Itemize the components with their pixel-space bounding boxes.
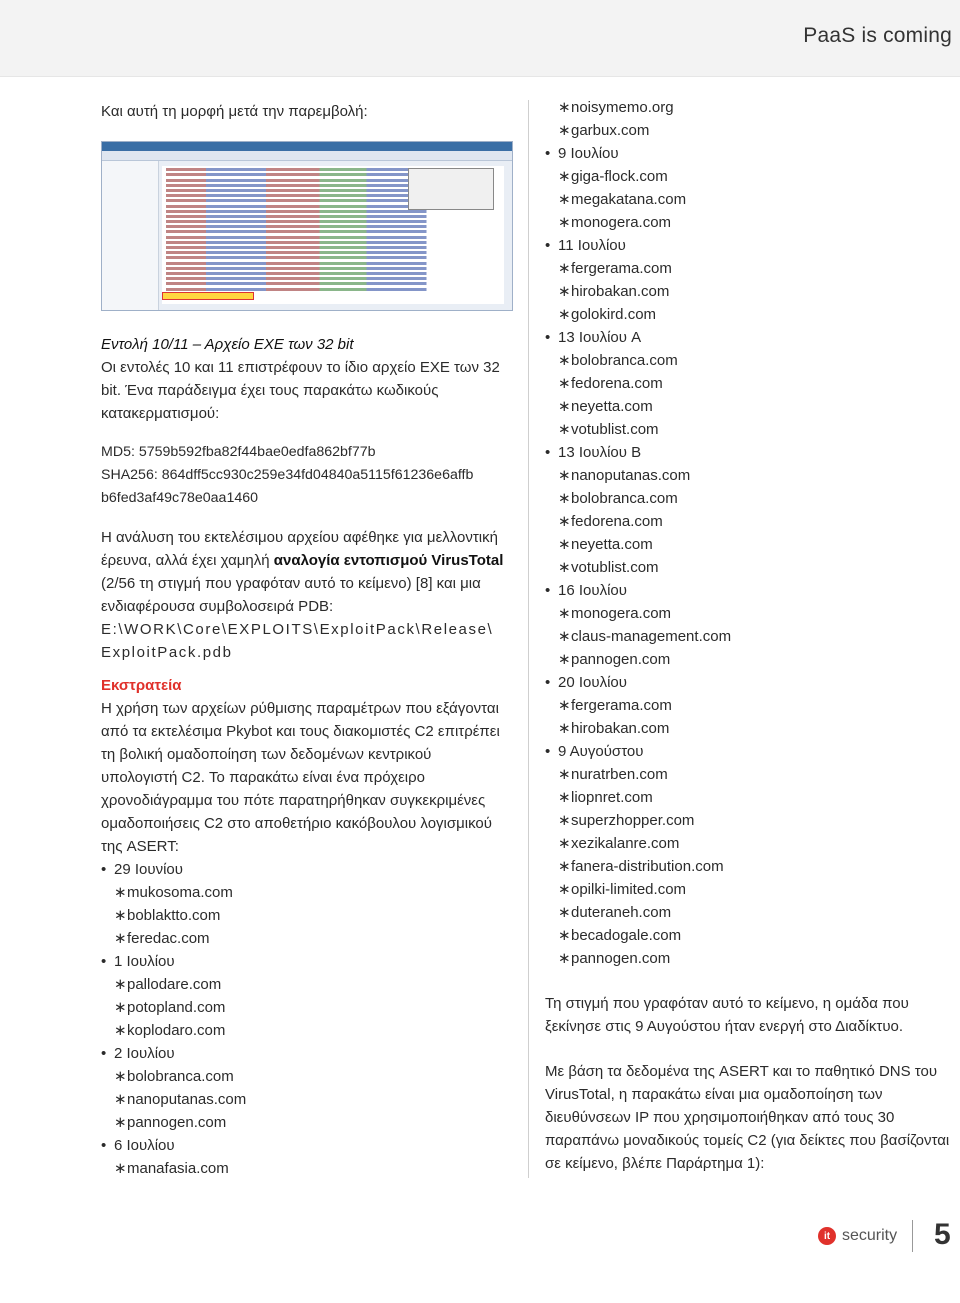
right-column <box>545 96 955 1175</box>
bullet-marker: • <box>545 674 551 691</box>
domain-item <box>558 648 955 671</box>
header-band <box>0 0 960 77</box>
cmd-text: Οι εντολές 10 και 11 επιστρέφουν το ίδιο αρχείο EXE των 32 bit. Ένα παράδειγμα έχει τους παρακάτω κωδικούς κατακερματισμού: <box>101 359 500 422</box>
analysis-part-b: (2/56 τη στιγμή που γραφόταν αυτό το κείμενο) [8] και μια ενδιαφέρουσα συμβολοσειρά PDB: <box>101 575 481 615</box>
timeline-date: 13 Ιουλίου A <box>558 329 642 346</box>
domain-name: fergerama.com <box>571 697 672 714</box>
domain-item <box>114 1111 511 1134</box>
domain-name: hirobakan.com <box>571 720 670 737</box>
domain-item <box>558 165 955 188</box>
domain-name: nuratrben.com <box>571 766 668 783</box>
domain-item <box>558 717 955 740</box>
star-marker: ∗ <box>558 881 571 898</box>
domain-name: golokird.com <box>571 306 657 323</box>
domain-list <box>545 165 955 234</box>
star-marker: ∗ <box>558 99 571 116</box>
domain-name: nanoputanas.com <box>127 1091 247 1108</box>
bullet-marker: • <box>101 1137 107 1154</box>
domain-item <box>558 96 955 119</box>
status-paragraph: Τη στιγμή που γραφόταν αυτό το κείμενο, η ομάδα που ξεκίνησε στις 9 Αυγούστου ήταν ενεργή στο Διαδίκτυο. <box>545 995 909 1035</box>
star-marker: ∗ <box>558 375 571 392</box>
timeline-entry <box>545 441 955 579</box>
figure-titlebar <box>102 142 512 151</box>
timeline-entry <box>101 1042 511 1134</box>
bullet-marker: • <box>545 444 551 461</box>
domain-item <box>558 602 955 625</box>
star-marker: ∗ <box>114 976 127 993</box>
domain-name: noisymemo.org <box>571 99 674 116</box>
star-marker: ∗ <box>558 766 571 783</box>
star-marker: ∗ <box>558 214 571 231</box>
bullet-marker: • <box>545 145 551 162</box>
star-marker: ∗ <box>558 398 571 415</box>
star-marker: ∗ <box>558 628 571 645</box>
star-marker: ∗ <box>558 858 571 875</box>
analysis-bold: αναλογία εντοπισμού VirusTotal <box>273 552 504 569</box>
star-marker: ∗ <box>558 467 571 484</box>
domain-item <box>558 487 955 510</box>
star-marker: ∗ <box>558 697 571 714</box>
star-marker: ∗ <box>114 999 127 1016</box>
domain-item <box>558 924 955 947</box>
domain-item <box>114 904 511 927</box>
domain-list <box>101 1065 511 1134</box>
page-header-title: PaaS is coming <box>803 24 952 47</box>
bullet-marker: • <box>101 861 107 878</box>
star-marker: ∗ <box>558 559 571 576</box>
star-marker: ∗ <box>558 191 571 208</box>
domain-name: bolobranca.com <box>127 1068 234 1085</box>
star-marker: ∗ <box>114 1160 127 1177</box>
sha256-hash: SHA256: 864dff5cc930c259e34fd04840a5115f61236e6affb b6fed3af49c78e0aa1460 <box>101 467 474 506</box>
star-marker: ∗ <box>558 950 571 967</box>
domain-item <box>558 257 955 280</box>
star-marker: ∗ <box>114 1114 127 1131</box>
md5-hash: MD5: 5759b592fba82f44bae0edfa862bf77b <box>101 444 376 460</box>
timeline-date: 16 Ιουλίου <box>558 582 627 599</box>
domain-name: pannogen.com <box>571 651 671 668</box>
domain-list <box>545 694 955 740</box>
timeline-entry <box>545 234 955 326</box>
domain-name: claus-management.com <box>571 628 732 645</box>
domain-list <box>545 763 955 970</box>
timeline-date: 9 Αυγούστου <box>558 743 644 760</box>
it-security-logo <box>818 1227 897 1245</box>
screenshot-figure <box>101 141 513 311</box>
timeline-date: 20 Ιουλίου <box>558 674 627 691</box>
domain-item <box>558 855 955 878</box>
star-marker: ∗ <box>558 651 571 668</box>
timeline-date: 13 Ιουλίου B <box>558 444 642 461</box>
domain-item <box>558 901 955 924</box>
footer-separator <box>912 1220 913 1252</box>
star-marker: ∗ <box>558 260 571 277</box>
domain-name: megakatana.com <box>571 191 687 208</box>
domain-name: fedorena.com <box>571 375 663 392</box>
domain-item <box>558 188 955 211</box>
star-marker: ∗ <box>558 835 571 852</box>
timeline-date: 29 Ιουνίου <box>114 861 183 878</box>
domain-name: hirobakan.com <box>571 283 670 300</box>
timeline-date: 1 Ιουλίου <box>114 953 175 970</box>
domain-item <box>558 119 955 142</box>
timeline-entry <box>545 142 955 234</box>
domain-item <box>558 625 955 648</box>
domain-name: koplodaro.com <box>127 1022 226 1039</box>
left-column <box>101 96 511 1180</box>
pdb-path: E:\WORK\Core\EXPLOITS\ExploitPack\Release\ ExploitPack.pdb <box>101 621 494 661</box>
timeline-entry <box>101 950 511 1042</box>
domain-name: votublist.com <box>571 559 659 576</box>
domain-name: fedorena.com <box>571 513 663 530</box>
domain-name: opilki-limited.com <box>571 881 687 898</box>
domain-name: potopland.com <box>127 999 226 1016</box>
domain-name: xezikalanre.com <box>571 835 680 852</box>
timeline-entry <box>101 1134 511 1180</box>
carry-over-domains <box>545 96 955 142</box>
timeline-date: 6 Ιουλίου <box>114 1137 175 1154</box>
domain-name: monogera.com <box>571 605 672 622</box>
timeline-date: 9 Ιουλίου <box>558 145 619 162</box>
timeline-date: 2 Ιουλίου <box>114 1045 175 1062</box>
domain-item <box>558 303 955 326</box>
domain-item <box>114 973 511 996</box>
timeline-entry <box>545 579 955 671</box>
domain-item <box>558 832 955 855</box>
domain-item <box>114 1088 511 1111</box>
figure-sidebar <box>102 161 159 310</box>
star-marker: ∗ <box>114 1091 127 1108</box>
domain-item <box>558 556 955 579</box>
star-marker: ∗ <box>114 884 127 901</box>
domain-item <box>558 211 955 234</box>
bullet-marker: • <box>545 582 551 599</box>
star-marker: ∗ <box>558 421 571 438</box>
campaign-text: Η χρήση των αρχείων ρύθμισης παραμέτρων που εξάγονται από τα εκτελέσιμα Pkybot και τους διακομιστές C2 επιτρέπει τη βολική ομαδοποίηση των δεδομένων κεντρικού υπολογιστή C2. Το παρακάτω είναι ένα πρόχειρο χρονοδιάγραμμα του πότε παρατηρήθηκαν συγκεκριμένες ομαδοποιήσεις C2 στο αποθετήριο κακόβουλου λογισμικού της ASERT: <box>101 700 500 855</box>
star-marker: ∗ <box>558 904 571 921</box>
domain-item <box>558 395 955 418</box>
bullet-marker: • <box>101 953 107 970</box>
star-marker: ∗ <box>558 605 571 622</box>
star-marker: ∗ <box>558 812 571 829</box>
star-marker: ∗ <box>558 927 571 944</box>
domain-name: pannogen.com <box>571 950 671 967</box>
domain-name: giga-flock.com <box>571 168 668 185</box>
star-marker: ∗ <box>558 283 571 300</box>
timeline-entry <box>545 740 955 970</box>
domain-item <box>558 372 955 395</box>
star-marker: ∗ <box>558 306 571 323</box>
column-divider <box>528 100 529 1178</box>
domain-name: monogera.com <box>571 214 672 231</box>
domain-item <box>114 996 511 1019</box>
star-marker: ∗ <box>558 352 571 369</box>
star-marker: ∗ <box>558 513 571 530</box>
timeline-entry <box>545 671 955 740</box>
bullet-marker: • <box>545 743 551 760</box>
bullet-marker: • <box>545 237 551 254</box>
analysis-part-a: Η ανάλυση του εκτελέσιμου αρχείου αφέθηκε για μελλοντική έρευνα, αλλά έχει χαμηλή <box>101 529 498 569</box>
timeline-date: 11 Ιουλίου <box>558 237 626 254</box>
domain-name: manafasia.com <box>127 1160 229 1177</box>
figure-toolbar <box>102 151 512 161</box>
domain-item <box>558 878 955 901</box>
domain-item <box>558 786 955 809</box>
section-title-campaign: Εκστρατεία <box>101 677 182 694</box>
domain-item <box>558 533 955 556</box>
domain-name: fergerama.com <box>571 260 672 277</box>
domain-name: mukosoma.com <box>127 884 233 901</box>
figure-highlight <box>162 292 254 300</box>
domain-item <box>558 694 955 717</box>
star-marker: ∗ <box>114 907 127 924</box>
domain-name: neyetta.com <box>571 536 653 553</box>
bullet-marker: • <box>545 329 551 346</box>
domain-item <box>114 927 511 950</box>
star-marker: ∗ <box>558 122 571 139</box>
domain-item <box>558 349 955 372</box>
domain-name: duteraneh.com <box>571 904 672 921</box>
domain-list <box>101 1157 511 1180</box>
domain-name: garbux.com <box>571 122 650 139</box>
domain-name: liopnret.com <box>571 789 653 806</box>
timeline-right <box>545 142 955 970</box>
figure-dialog <box>408 168 494 210</box>
timeline-left <box>101 858 511 1180</box>
domain-name: fanera-distribution.com <box>571 858 724 875</box>
star-marker: ∗ <box>558 720 571 737</box>
analysis-text <box>101 526 511 664</box>
star-marker: ∗ <box>114 1022 127 1039</box>
intro-text: Και αυτή τη μορφή μετά την παρεμβολή: <box>101 103 368 120</box>
star-marker: ∗ <box>558 789 571 806</box>
domain-item <box>114 1157 511 1180</box>
domain-list <box>545 464 955 579</box>
domain-item <box>558 809 955 832</box>
domain-name: bolobranca.com <box>571 352 678 369</box>
domain-item <box>114 881 511 904</box>
domain-name: pallodare.com <box>127 976 222 993</box>
domain-name: feredac.com <box>127 930 210 947</box>
star-marker: ∗ <box>558 490 571 507</box>
domain-list <box>545 349 955 441</box>
domain-item <box>558 418 955 441</box>
domain-list <box>545 257 955 326</box>
domain-name: becadogale.com <box>571 927 682 944</box>
star-marker: ∗ <box>558 536 571 553</box>
star-marker: ∗ <box>114 930 127 947</box>
domain-list <box>101 881 511 950</box>
domain-name: bolobranca.com <box>571 490 678 507</box>
ip-grouping-paragraph: Με βάση τα δεδομένα της ASERT και το παθητικό DNS του VirusTotal, η παρακάτω είναι μια ομαδοποίηση των διευθύνσεων IP που χρησιμοποιήθηκαν από τους 30 παραπάνω μοναδικούς τομείς C2 (για δείκτες που βασίζονται σε κείμενο, βλέπε Παράρτημα 1): <box>545 1063 950 1172</box>
domain-name: boblaktto.com <box>127 907 221 924</box>
domain-item <box>558 280 955 303</box>
domain-item <box>114 1019 511 1042</box>
logo-mark: it <box>818 1227 836 1245</box>
cmd-heading: Εντολή 10/11 – Αρχείο EXE των 32 bit <box>101 336 354 353</box>
domain-item <box>558 464 955 487</box>
timeline-entry <box>101 858 511 950</box>
domain-name: votublist.com <box>571 421 659 438</box>
domain-list <box>101 973 511 1042</box>
domain-item <box>114 1065 511 1088</box>
page-number: 5 <box>934 1218 951 1251</box>
logo-text: security <box>842 1227 898 1244</box>
bullet-marker: • <box>101 1045 107 1062</box>
domain-list <box>545 602 955 671</box>
star-marker: ∗ <box>558 168 571 185</box>
domain-item <box>558 510 955 533</box>
domain-item <box>558 763 955 786</box>
timeline-entry <box>545 326 955 441</box>
domain-name: neyetta.com <box>571 398 653 415</box>
domain-name: pannogen.com <box>127 1114 227 1131</box>
domain-name: nanoputanas.com <box>571 467 691 484</box>
star-marker: ∗ <box>114 1068 127 1085</box>
domain-item <box>558 947 955 970</box>
domain-name: superzhopper.com <box>571 812 695 829</box>
